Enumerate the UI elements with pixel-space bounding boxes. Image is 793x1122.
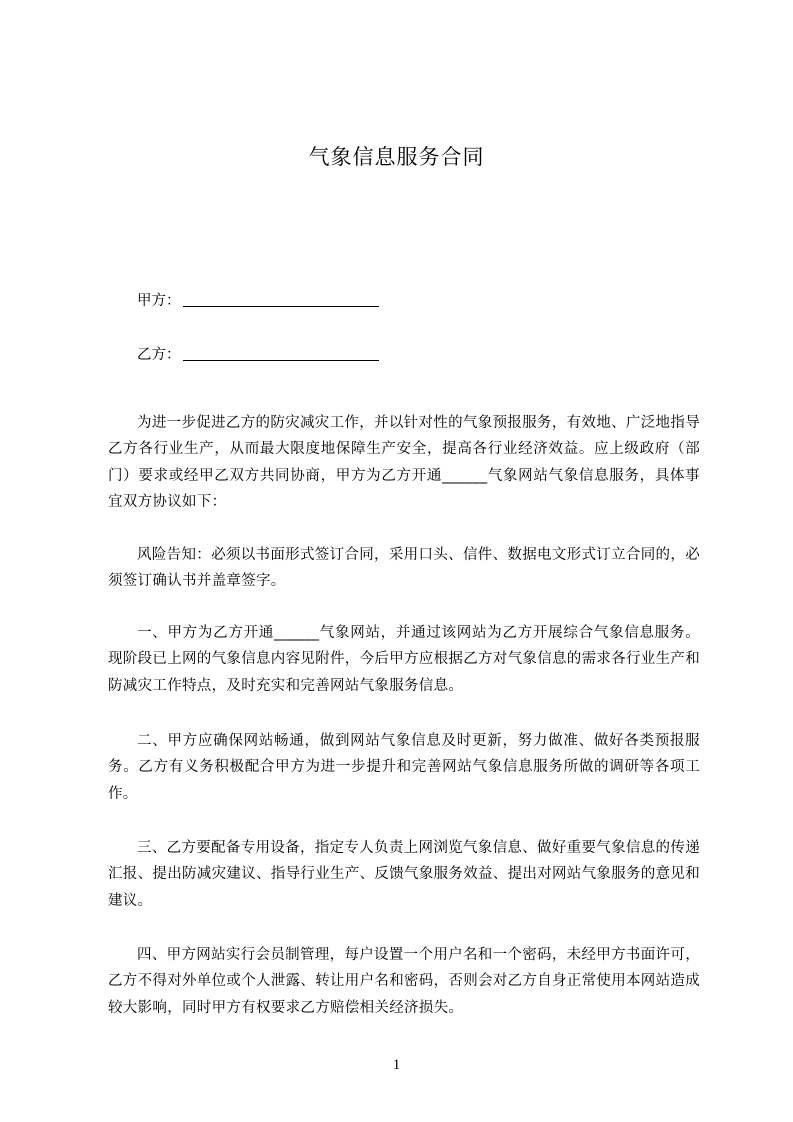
clause-3-paragraph: 三、乙方要配备专用设备，指定专人负责上网浏览气象信息、做好重要气象信息的传递汇报、提出防减灾建议、指导行业生产、反馈气象服务效益、提出对网站气象服务的意见和建议。 <box>108 839 700 909</box>
page-title: 气象信息服务合同 <box>308 145 485 169</box>
party-b-blank <box>183 345 379 361</box>
party-b-line <box>137 345 379 365</box>
party-a-line <box>137 291 379 311</box>
clause-1-paragraph: 一、甲方为乙方开通______气象网站，并通过该网站为乙方开展综合气象信息服务。现阶段已上网的气象信息内容见附件，今后甲方应根据乙方对气象信息的需求各行业生产和防减灾工作特点，及时充实和完善网站气象服务信息。 <box>108 624 700 694</box>
clause-4-paragraph: 四、甲方网站实行会员制管理，每户设置一个用户名和一个密码，未经甲方书面许可，乙方不得对外单位或个人泄露、转让用户名和密码，否则会对乙方自身正常使用本网站造成较大影响，同时甲方有权要求乙方赔偿相关经济损失。 <box>108 946 700 1016</box>
page-number: 1 <box>392 1057 401 1073</box>
party-a-label: 甲方： <box>137 293 181 309</box>
party-a-blank <box>183 291 379 307</box>
risk-notice-paragraph: 风险告知：必须以书面形式签订合同，采用口头、信件、数据电文形式订立合同的，必须签订确认书并盖章签字。 <box>108 546 700 589</box>
intro-paragraph: 为进一步促进乙方的防灾减灾工作，并以针对性的气象预报服务，有效地、广泛地指导乙方各行业生产，从而最大限度地保障生产安全，提高各行业经济效益。应上级政府（部门）要求或经甲乙双方共同协商，甲方为乙方开通______气象网站气象信息服务，具体事宜双方协议如下： <box>108 414 700 510</box>
clause-2-paragraph: 二、甲方应确保网站畅通，做到网站气象信息及时更新，努力做准、做好各类预报服务。乙方有义务积极配合甲方为进一步提升和完善网站气象信息服务所做的调研等各项工作。 <box>108 732 700 802</box>
party-b-label: 乙方： <box>137 347 181 363</box>
